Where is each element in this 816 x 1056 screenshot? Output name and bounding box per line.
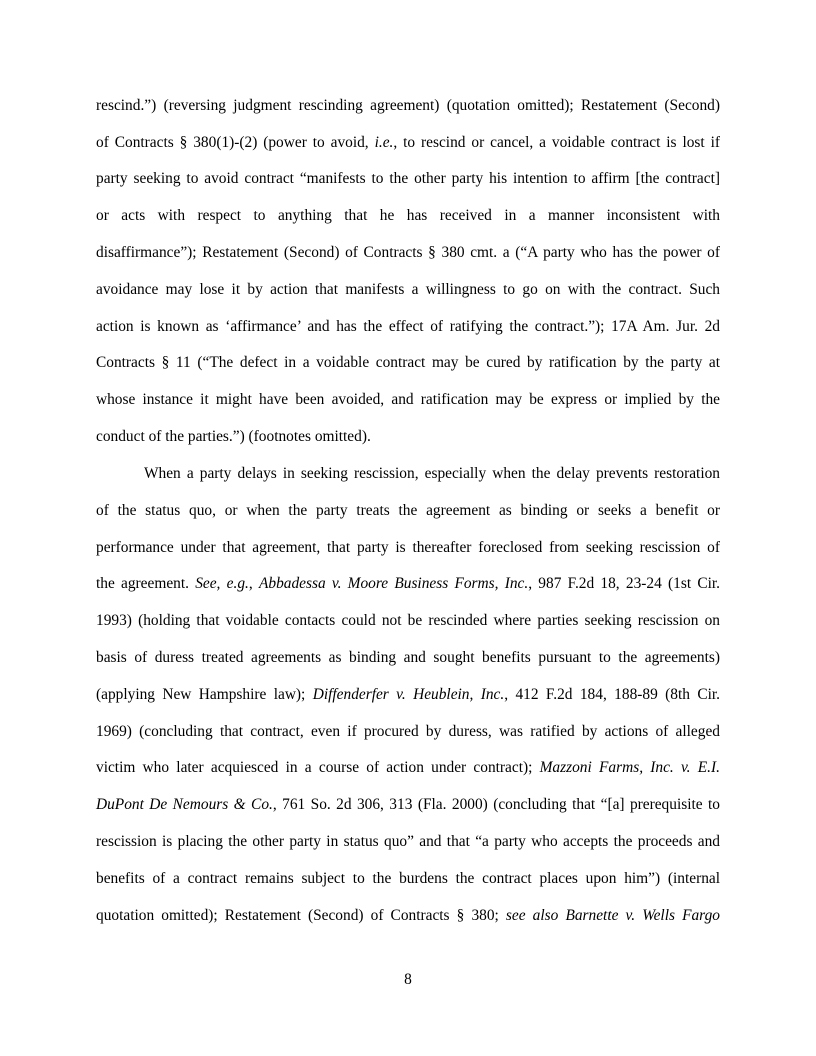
text-line: victim who later acquiesced in a course of action under contract); Mazzoni Farms, Inc. v. E.I. (96, 759, 720, 776)
text-line: Contracts § 11 (“The defect in a voidable contract may be cured by ratification by the party at (96, 354, 720, 371)
text-line: quotation omitted); Restatement (Second) of Contracts § 380; see also Barnette v. Wells Fargo (96, 907, 720, 924)
text-line: basis of duress treated agreements as binding and sought benefits pursuant to the agreements) (96, 649, 720, 666)
text-line: or acts with respect to anything that he has received in a manner inconsistent with (96, 207, 720, 224)
page-number: 8 (404, 971, 412, 988)
text-line: of the status quo, or when the party treats the agreement as binding or seeks a benefit or (96, 502, 720, 519)
text-line: 1993) (holding that voidable contacts could not be rescinded where parties seeking rescission on (96, 612, 720, 629)
text-line: disaffirmance”); Restatement (Second) of Contracts § 380 cmt. a (“A party who has the power of (96, 244, 720, 261)
text-line: party seeking to avoid contract “manifests to the other party his intention to affirm [the contract] (96, 170, 720, 187)
text-line: of Contracts § 380(1)-(2) (power to avoid, i.e., to rescind or cancel, a voidable contract is lost if (96, 134, 721, 151)
text-line: conduct of the parties.”) (footnotes omitted). (96, 428, 371, 445)
text-line: avoidance may lose it by action that manifests a willingness to go on with the contract. Such (96, 281, 720, 298)
text-line: (applying New Hampshire law); Diffenderfer v. Heublein, Inc., 412 F.2d 184, 188-89 (8th Cir. (96, 686, 720, 703)
text-line: performance under that agreement, that party is thereafter foreclosed from seeking rescission of (96, 539, 720, 556)
text-line: DuPont De Nemours & Co., 761 So. 2d 306, 313 (Fla. 2000) (concluding that “[a] prerequisite to (96, 796, 720, 813)
text-line: whose instance it might have been avoided, and ratification may be express or implied by the (96, 391, 720, 408)
text-line: rescission is placing the other party in status quo” and that “a party who accepts the proceeds and (96, 833, 720, 850)
text-line: action is known as ‘affirmance’ and has the effect of ratifying the contract.”); 17A Am. Jur. 2d (96, 318, 720, 335)
text-line: benefits of a contract remains subject to the burdens the contract places upon him”) (internal (96, 870, 720, 887)
text-line: the agreement. See, e.g., Abbadessa v. Moore Business Forms, Inc., 987 F.2d 18, 23-24 (1st Cir. (96, 575, 721, 592)
text-line: rescind.”) (reversing judgment rescinding agreement) (quotation omitted); Restatement (Second) (96, 97, 720, 114)
text-line: 1969) (concluding that contract, even if procured by duress, was ratified by actions of alleged (96, 723, 720, 740)
text-line: When a party delays in seeking rescission, especially when the delay prevents restoration (144, 465, 720, 482)
